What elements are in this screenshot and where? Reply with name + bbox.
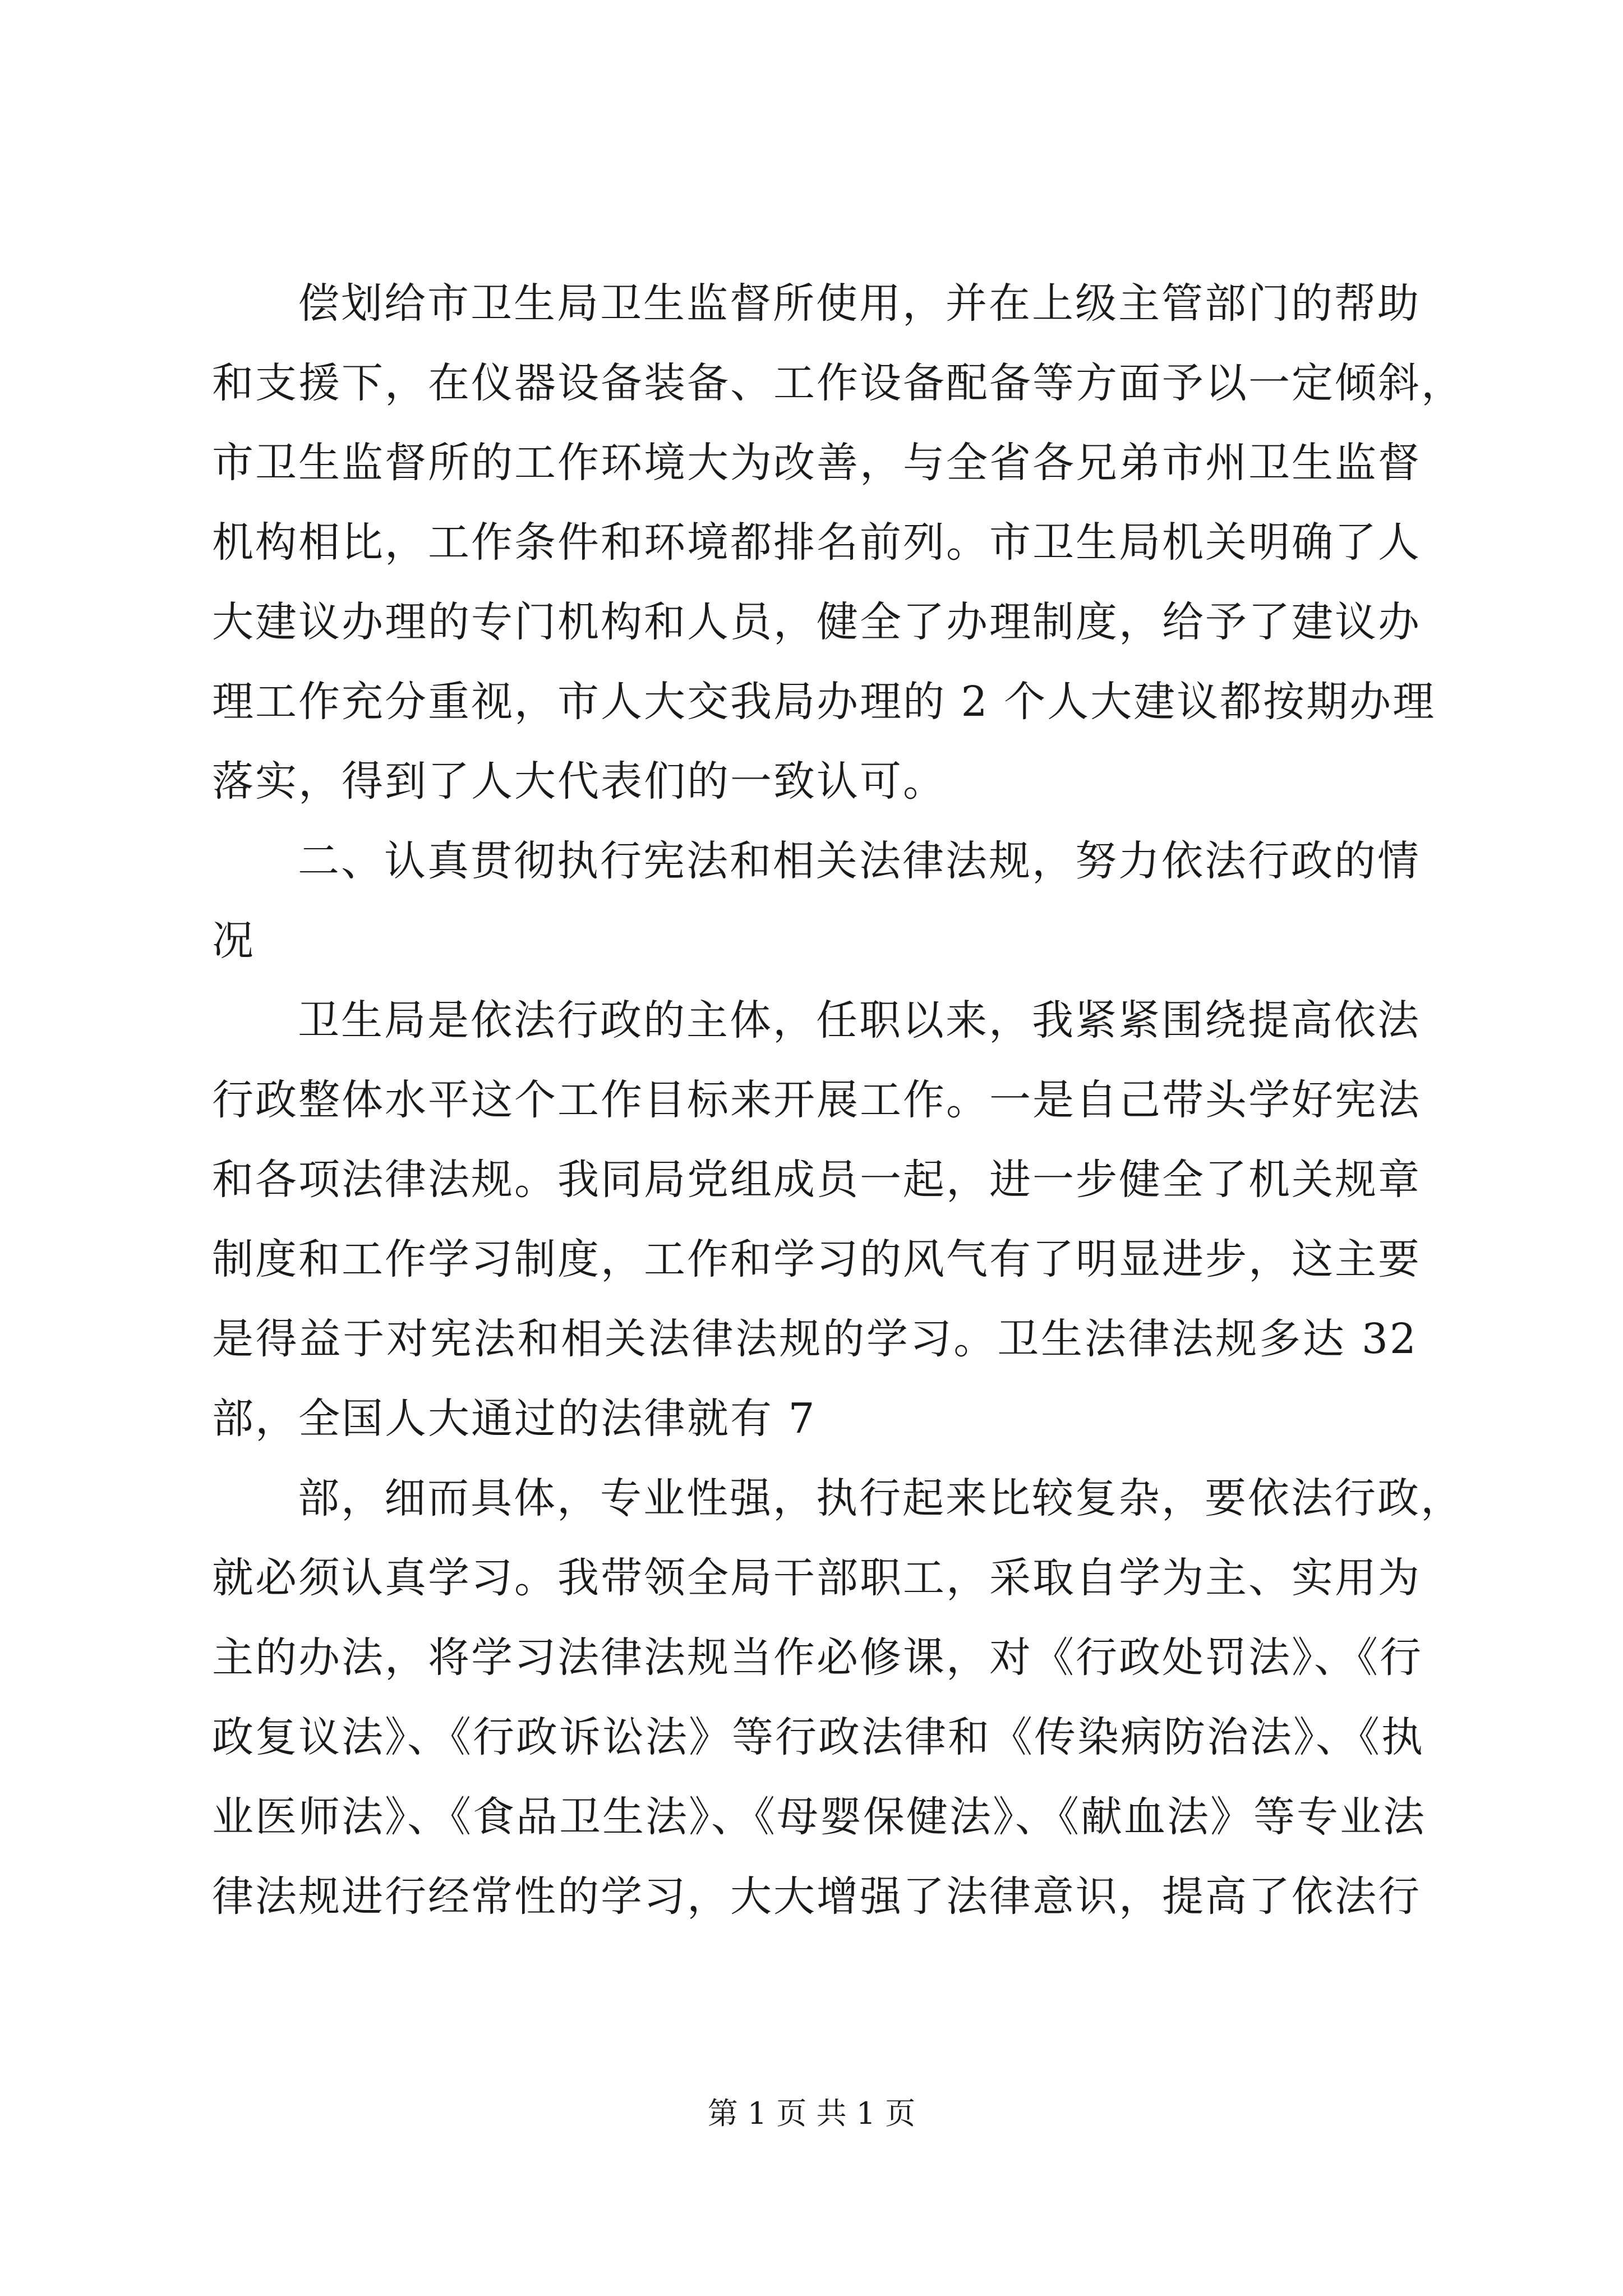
text-line: 行政整体水平这个工作目标来开展工作。一是自己带头学好宪法 [212, 1076, 1421, 1124]
text-line: 二、认真贯彻执行宪法和相关法律法规，努力依法行政的情 [298, 837, 1421, 885]
text-line: 和各项法律法规。我同局党组成员一起，进一步健全了机关规章 [212, 1156, 1421, 1204]
text-line: 律法规进行经常性的学习，大大增强了法律意识，提高了依法行 [212, 1872, 1421, 1921]
text-line: 和支援下，在仪器设备装备、工作设备配备等方面予以一定倾斜， [212, 359, 1464, 407]
text-line: 主的办法，将学习法律法规当作必修课，对《行政处罚法》、《行 [212, 1634, 1423, 1682]
text-line: 大建议办理的专门机构和人员，健全了办理制度，给予了建议办 [212, 598, 1421, 646]
text-line: 卫生局是依法行政的主体，任职以来，我紧紧围绕提高依法 [298, 996, 1421, 1045]
text-line: 市卫生监督所的工作环境大为改善，与全省各兄弟市州卫生监督 [212, 439, 1421, 487]
text-line: 制度和工作学习制度，工作和学习的风气有了明显进步，这主要 [212, 1235, 1421, 1283]
text-line: 业医师法》、《食品卫生法》、《母婴保健法》、《献血法》等专业法 [212, 1793, 1426, 1841]
text-line: 况 [212, 917, 255, 965]
text-line: 部，全国人大通过的法律就有 7 [212, 1395, 817, 1443]
body-text [212, 264, 1464, 1936]
text-line: 机构相比，工作条件和环境都排名前列。市卫生局机关明确了人 [212, 518, 1421, 567]
text-line: 理工作充分重视，市人大交我局办理的 2 个人大建议都按期办理 [212, 678, 1436, 726]
text-line: 偿划给市卫生局卫生监督所使用，并在上级主管部门的帮助 [298, 279, 1421, 328]
text-line: 政复议法》、《行政诉讼法》等行政法律和《传染病防治法》、《执 [212, 1713, 1424, 1761]
text-line: 是得益于对宪法和相关法律法规的学习。卫生法律法规多达 32 [212, 1315, 1418, 1363]
text-line: 落实，得到了人大代表们的一致认可。 [212, 757, 946, 806]
text-line: 就必须认真学习。我带领全局干部职工，采取自学为主、实用为 [212, 1554, 1421, 1602]
page-footer: 第 1 页 共 1 页 [707, 2096, 916, 2131]
text-line: 部，细而具体，专业性强，执行起来比较复杂，要依法行政， [298, 1474, 1464, 1522]
